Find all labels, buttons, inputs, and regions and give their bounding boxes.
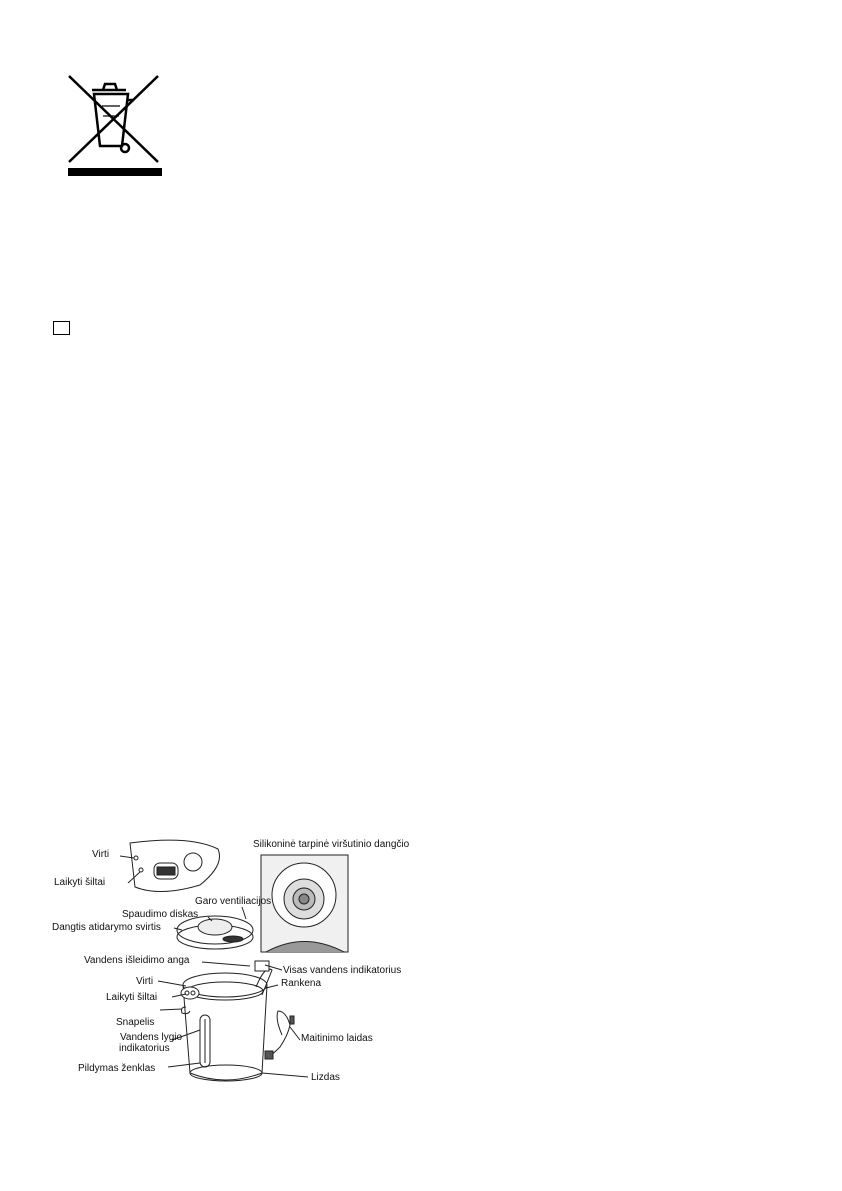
label-garo-ventiliacijos: Garo ventiliacijos (195, 896, 272, 907)
label-virti-body: Virti (136, 976, 154, 987)
label-rankena: Rankena (281, 978, 322, 989)
label-laikyti-body: Laikyti šiltai (106, 992, 158, 1003)
label-maitinimo-laidas: Maitinimo laidas (301, 1033, 373, 1044)
label-vandens-lygio-2: indikatorius (119, 1043, 170, 1054)
label-dangtis-svirtis: Dangtis atidarymo svirtis (52, 922, 161, 933)
label-snapelis: Snapelis (116, 1017, 155, 1028)
product-diagram (50, 835, 420, 1095)
crossed-out-wheelie-bin-icon (66, 72, 164, 180)
language-marker-box (53, 321, 70, 335)
label-laikyti-panel: Laikyti šiltai (54, 877, 106, 888)
label-spaudimo-diskas: Spaudimo diskas (122, 909, 199, 920)
label-vandens-lygio-1: Vandens lygio (120, 1032, 183, 1043)
label-silicone-gasket: Silikoninė tarpinė viršutinio dangčio (253, 839, 410, 850)
label-pildymas: Pildymas ženklas (78, 1063, 156, 1074)
label-vandens-isleidimo: Vandens išleidimo anga (84, 955, 190, 966)
label-lizdas: Lizdas (311, 1072, 340, 1083)
label-virti-panel: Virti (92, 849, 110, 860)
label-visas-vandens: Visas vandens indikatorius (283, 965, 402, 976)
